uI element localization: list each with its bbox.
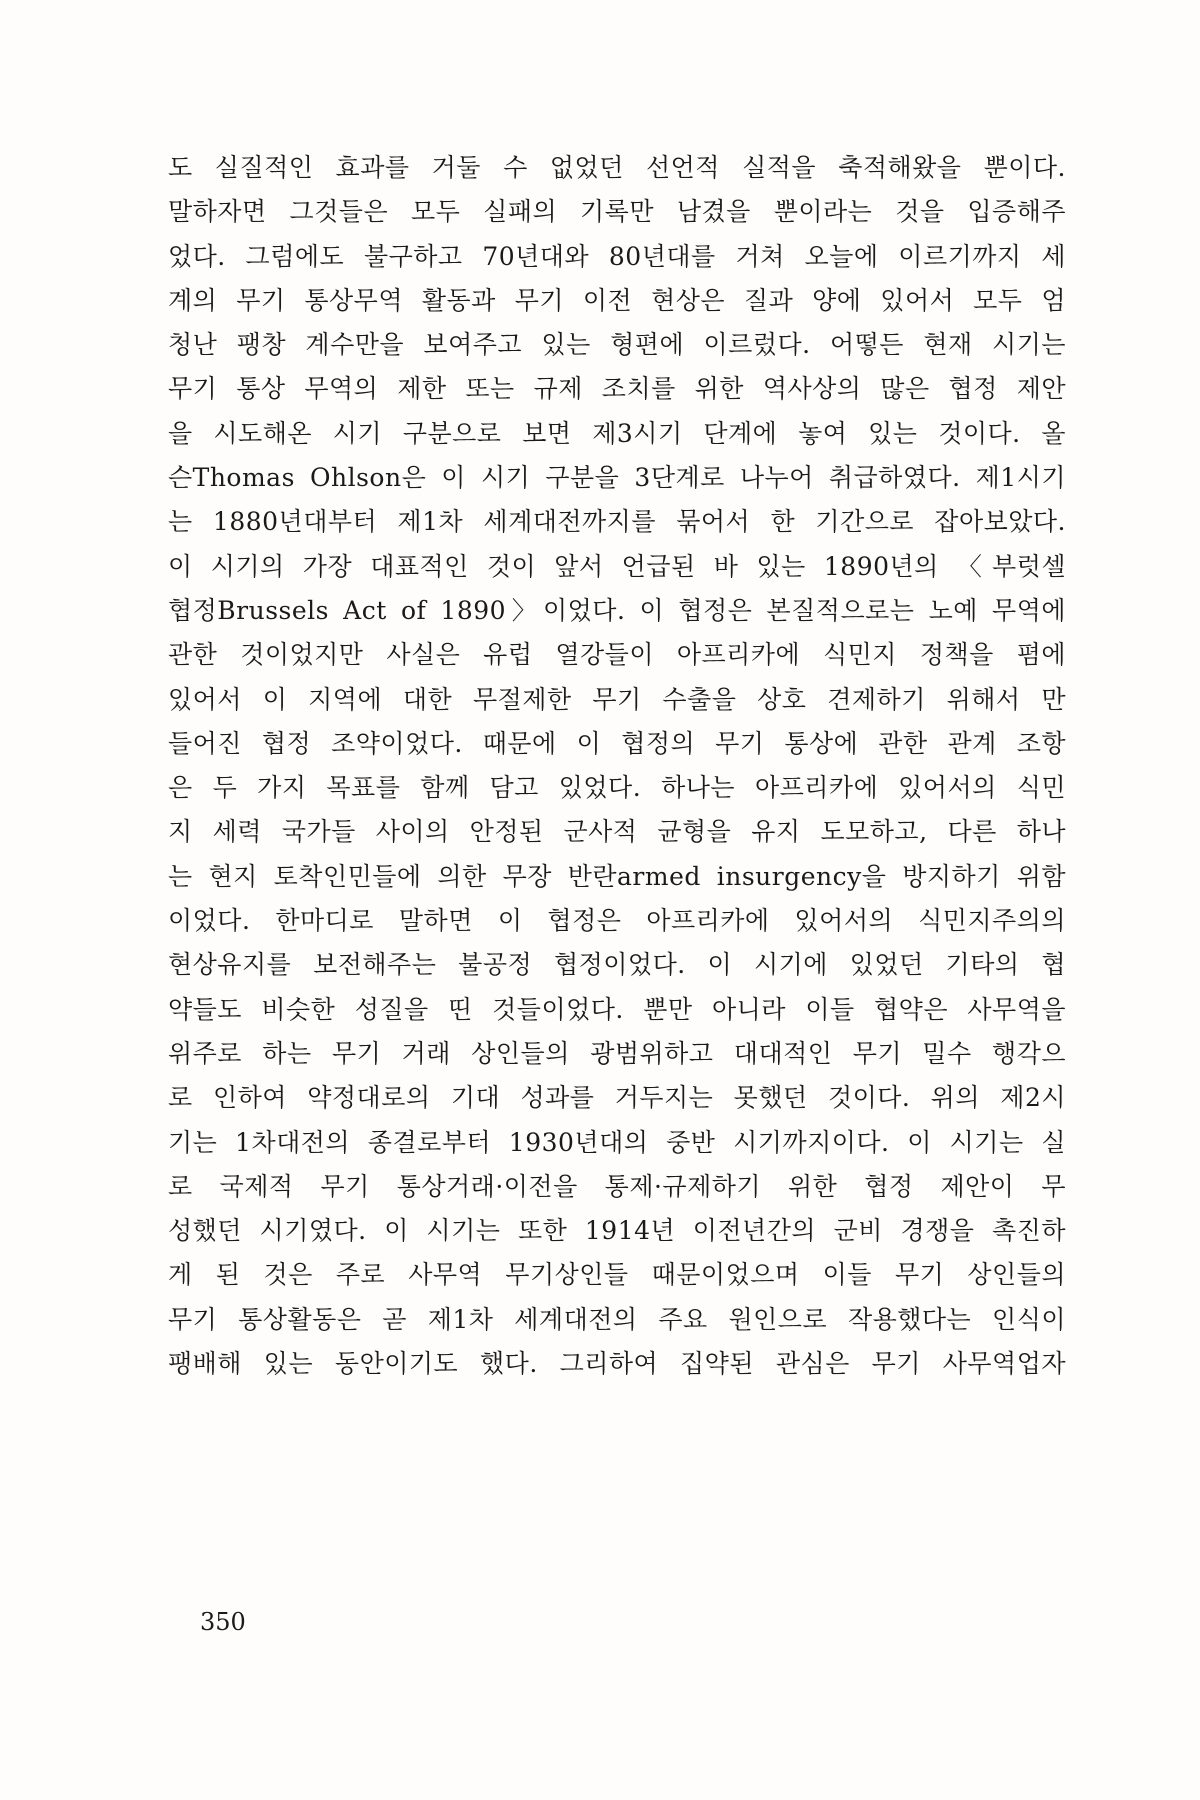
text-line: 슨Thomas Ohlson은 이 시기 구분을 3단계로 나누어 취급하였다. 제1시기 xyxy=(168,463,1066,493)
text-line: 무기 통상 무역의 제한 또는 규제 조치를 위한 역사상의 많은 협정 제안 xyxy=(168,374,1066,404)
text-line: 었다. 그럼에도 불구하고 70년대와 80년대를 거쳐 오늘에 이르기까지 세 xyxy=(168,241,1066,271)
text-line: 팽배해 있는 동안이기도 했다. 그리하여 집약된 관심은 무기 사무역업자 xyxy=(168,1349,1066,1379)
text-line: 는 1880년대부터 제1차 세계대전까지를 묶어서 한 기간으로 잡아보았다. xyxy=(168,507,1066,537)
text-line: 약들도 비슷한 성질을 띤 것들이었다. 뿐만 아니라 이들 협약은 사무역을 xyxy=(168,994,1066,1024)
text-line: 말하자면 그것들은 모두 실패의 기록만 남겼을 뿐이라는 것을 입증해주 xyxy=(168,197,1066,227)
text-line: 현상유지를 보전해주는 불공정 협정이었다. 이 시기에 있었던 기타의 협 xyxy=(168,950,1066,980)
text-line: 위주로 하는 무기 거래 상인들의 광범위하고 대대적인 무기 밀수 행각으 xyxy=(168,1038,1066,1068)
text-line: 는 현지 토착인민들에 의한 무장 반란armed insurgency을 방지하기 위함 xyxy=(168,861,1066,891)
text-line: 기는 1차대전의 종결로부터 1930년대의 중반 시기까지이다. 이 시기는 실 xyxy=(168,1127,1066,1157)
text-line: 도 실질적인 효과를 거둘 수 없었던 선언적 실적을 축적해왔을 뿐이다. xyxy=(168,153,1066,182)
text-line: 청난 팽창 계수만을 보여주고 있는 형편에 이르렀다. 어떻든 현재 시기는 xyxy=(168,330,1066,360)
text-line: 은 두 가지 목표를 함께 담고 있었다. 하나는 아프리카에 있어서의 식민 xyxy=(168,773,1066,803)
text-line: 협정Brussels Act of 1890〉이었다. 이 협정은 본질적으로는 노예 무역에 xyxy=(168,595,1066,625)
text-line: 로 인하여 약정대로의 기대 성과를 거두지는 못했던 것이다. 위의 제2시 xyxy=(168,1083,1066,1113)
text-line: 있어서 이 지역에 대한 무절제한 무기 수출을 상호 견제하기 위해서 만 xyxy=(168,684,1066,714)
text-line: 이 시기의 가장 대표적인 것이 앞서 언급된 바 있는 1890년의 〈부럿셀 xyxy=(168,551,1066,581)
text-line: 성했던 시기였다. 이 시기는 또한 1914년 이전년간의 군비 경쟁을 촉진하 xyxy=(168,1216,1066,1246)
page-number: 350 xyxy=(200,1608,246,1636)
text-line: 들어진 협정 조약이었다. 때문에 이 협정의 무기 통상에 관한 관계 조항 xyxy=(168,728,1066,758)
text-line: 로 국제적 무기 통상거래·이전을 통제·규제하기 위한 협정 제안이 무 xyxy=(168,1171,1066,1201)
text-line: 계의 무기 통상무역 활동과 무기 이전 현상은 질과 양에 있어서 모두 엄 xyxy=(168,285,1066,315)
text-line: 무기 통상활동은 곧 제1차 세계대전의 주요 원인으로 작용했다는 인식이 xyxy=(168,1304,1066,1334)
text-line: 관한 것이었지만 사실은 유럽 열강들이 아프리카에 식민지 정책을 폄에 xyxy=(168,640,1066,670)
text-line: 지 세력 국가들 사이의 안정된 군사적 균형을 유지 도모하고, 다른 하나 xyxy=(168,817,1066,847)
text-line: 게 된 것은 주로 사무역 무기상인들 때문이었으며 이들 무기 상인들의 xyxy=(168,1260,1066,1290)
text-line: 이었다. 한마디로 말하면 이 협정은 아프리카에 있어서의 식민지주의의 xyxy=(168,906,1066,936)
text-line: 을 시도해온 시기 구분으로 보면 제3시기 단계에 놓여 있는 것이다. 올 xyxy=(168,418,1066,448)
body-text xyxy=(168,146,1066,1386)
